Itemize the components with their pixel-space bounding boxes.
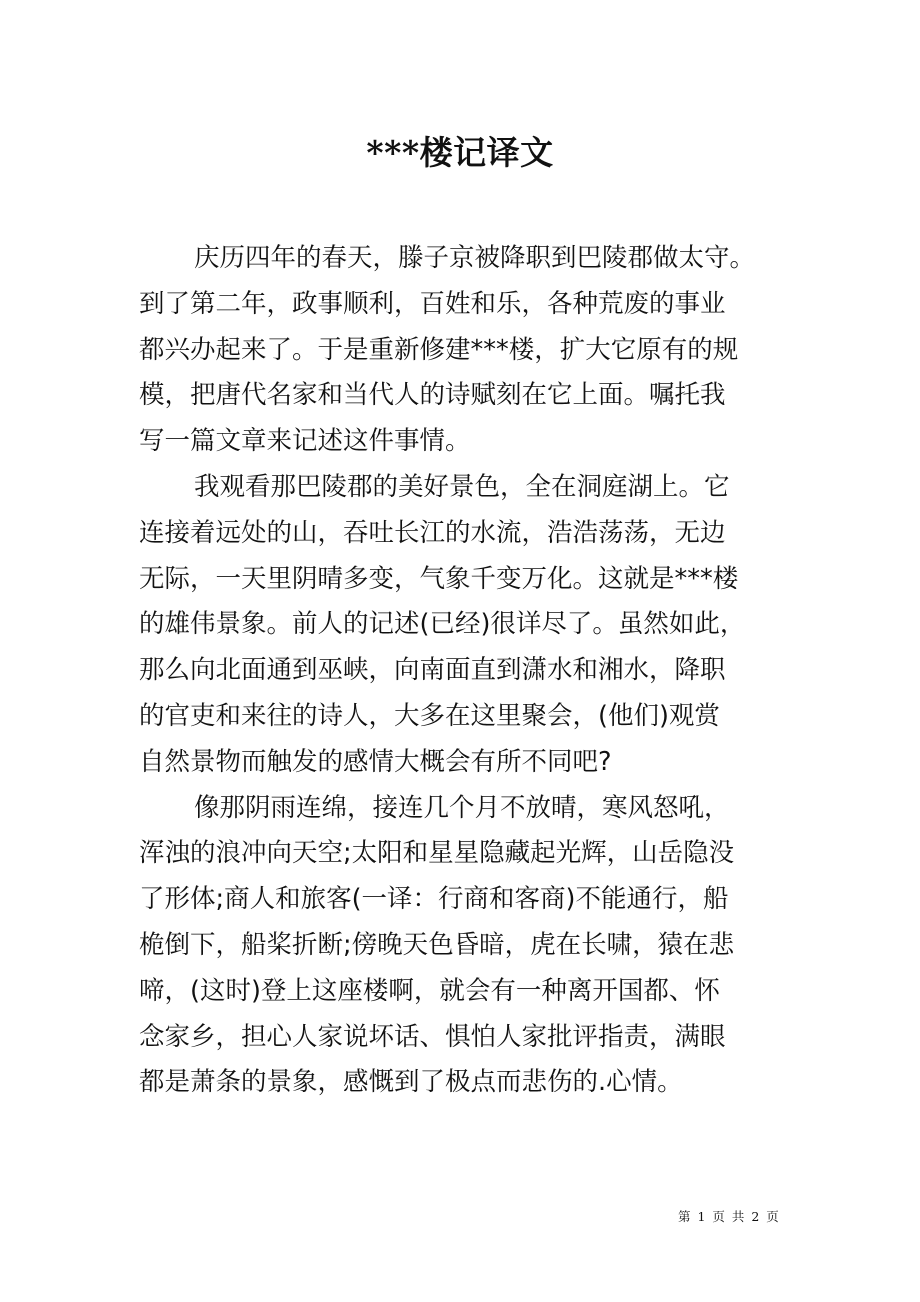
paragraph-2-line-2: 连接着远处的山，吞吐长江的水流，浩浩荡荡，无边 — [139, 517, 726, 548]
paragraph-1-line-1: 庆历四年的春天，滕子京被降职到巴陵郡做太守。 — [194, 243, 756, 273]
paragraph-1-line-2: 到了第二年，政事顺利，百姓和乐，各种荒废的事业 — [139, 288, 726, 319]
paragraph-2-line-3: 无际，一天里阴晴多变，气象千变万化。这就是***楼 — [139, 563, 739, 594]
document-title: ***楼记译文 — [366, 133, 554, 172]
document-body — [139, 236, 809, 1106]
paragraph-1-line-3: 都兴办起来了。于是重新修建***楼，扩大它原有的规 — [139, 334, 739, 365]
paragraph-3-line-6: 念家乡，担心人家说坏话、惧怕人家批评指责，满眼 — [139, 1021, 726, 1052]
paragraph-2-line-7: 自然景物而触发的感情大概会有所不同吧? — [139, 746, 612, 777]
paragraph-2-line-4: 的雄伟景象。前人的记述(已经)很详尽了。虽然如此， — [139, 609, 746, 640]
paragraph-2-line-5: 那么向北面通到巫峡，向南面直到潇水和湘水，降职 — [139, 655, 726, 686]
paragraph-3-line-4: 桅倒下，船桨折断;傍晚天色昏暗，虎在长啸，猿在悲 — [139, 929, 735, 960]
paragraph-3-line-2: 浑浊的浪冲向天空;太阳和星星隐藏起光辉，山岳隐没 — [139, 838, 735, 869]
paragraph-2-line-6: 的官吏和来往的诗人，大多在这里聚会，(他们)观赏 — [139, 700, 720, 731]
paragraph-3-line-1: 像那阴雨连绵，接连几个月不放晴，寒风怒吼， — [194, 792, 730, 823]
paragraph-3-line-5: 啼，(这时)登上这座楼啊，就会有一种离开国都、怀 — [139, 975, 720, 1006]
paragraph-1-line-5: 写一篇文章来记述这件事情。 — [139, 426, 471, 457]
paragraph-2-line-1: 我观看那巴陵郡的美好景色，全在洞庭湖上。它 — [194, 471, 730, 502]
paragraph-1-line-4: 模，把唐代名家和当代人的诗赋刻在它上面。嘱托我 — [139, 380, 726, 411]
paragraph-3-line-7: 都是萧条的景象，感慨到了极点而悲伤的.心情。 — [139, 1067, 683, 1098]
paragraph-3-line-3: 了形体;商人和旅客(一译：行商和客商)不能通行，船 — [139, 884, 729, 915]
page-number-footer: 第 1 页 共 2 页 — [678, 1209, 779, 1224]
